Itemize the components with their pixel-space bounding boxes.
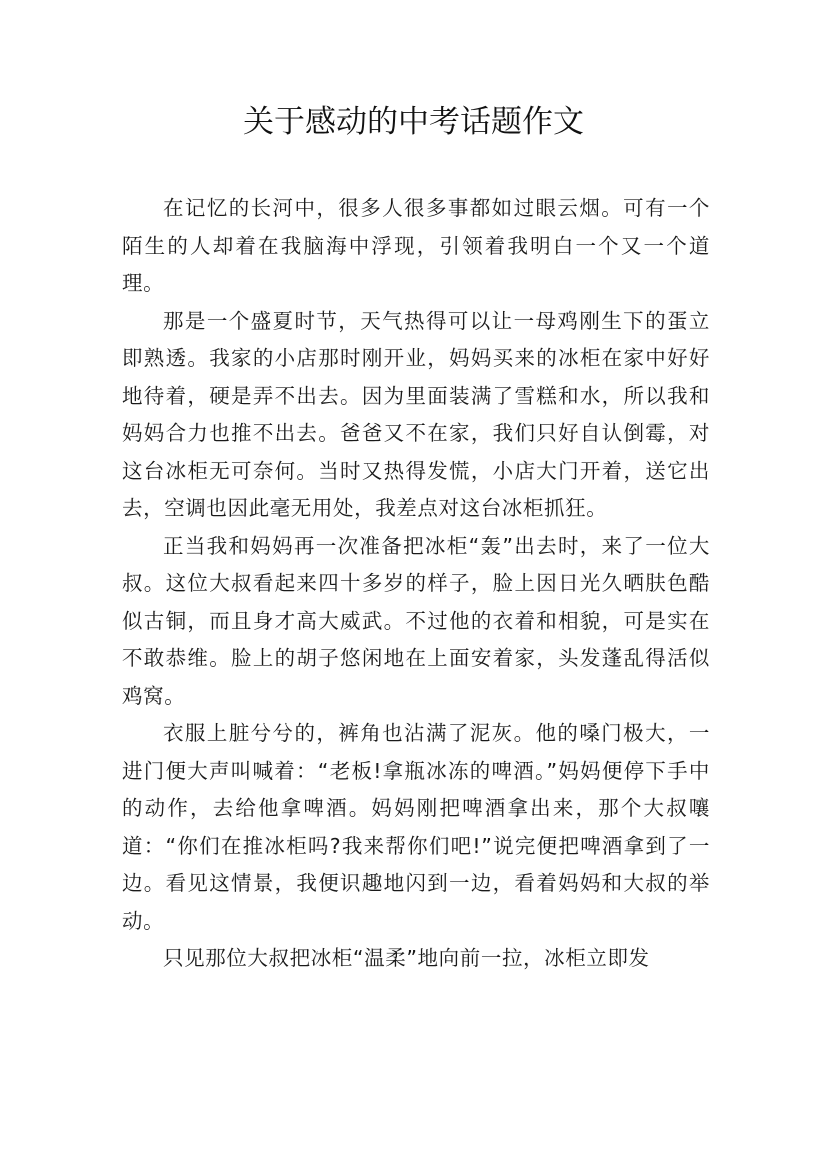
- document-body: [122, 190, 710, 978]
- paragraph: 衣服上脏兮兮的，裤角也沾满了泥灰。他的嗓门极大，一进门便大声叫喊着：“老板!拿瓶冰冻的啤酒。”妈妈便停下手中的动作，去给他拿啤酒。妈妈刚把啤酒拿出来，那个大叔嚷道：“你们在推冰柜吗?我来帮你们吧!”说完便把啤酒拿到了一边。看见这情景，我便识趣地闪到一边，看着妈妈和大叔的举动。: [122, 721, 710, 933]
- paragraph: 只见那位大叔把冰柜“温柔”地向前一拉，冰柜立即发: [163, 946, 650, 970]
- paragraph: 那是一个盛夏时节，天气热得可以让一母鸡刚生下的蛋立即熟透。我家的小店那时刚开业，妈妈买来的冰柜在家中好好地待着，硬是弄不出去。因为里面装满了雪糕和水，所以我和妈妈合力也推不出去。爸爸又不在家，我们只好自认倒霉，对这台冰柜无可奈何。当时又热得发慌，小店大门开着，送它出去，空调也因此毫无用处，我差点对这台冰柜抓狂。: [122, 308, 710, 520]
- paragraph: 在记忆的长河中，很多人很多事都如过眼云烟。可有一个陌生的人却着在我脑海中浮现，引领着我明白一个又一个道理。: [122, 196, 710, 295]
- paragraph: 正当我和妈妈再一次准备把冰柜“轰”出去时，来了一位大叔。这位大叔看起来四十多岁的样子，脸上因日光久晒肤色酷似古铜，而且身才高大威武。不过他的衣着和相貌，可是实在不敢恭维。脸上的胡子悠闲地在上面安着家，头发蓬乱得活似鸡窝。: [122, 533, 710, 708]
- document-title: 关于感动的中考话题作文: [243, 104, 584, 140]
